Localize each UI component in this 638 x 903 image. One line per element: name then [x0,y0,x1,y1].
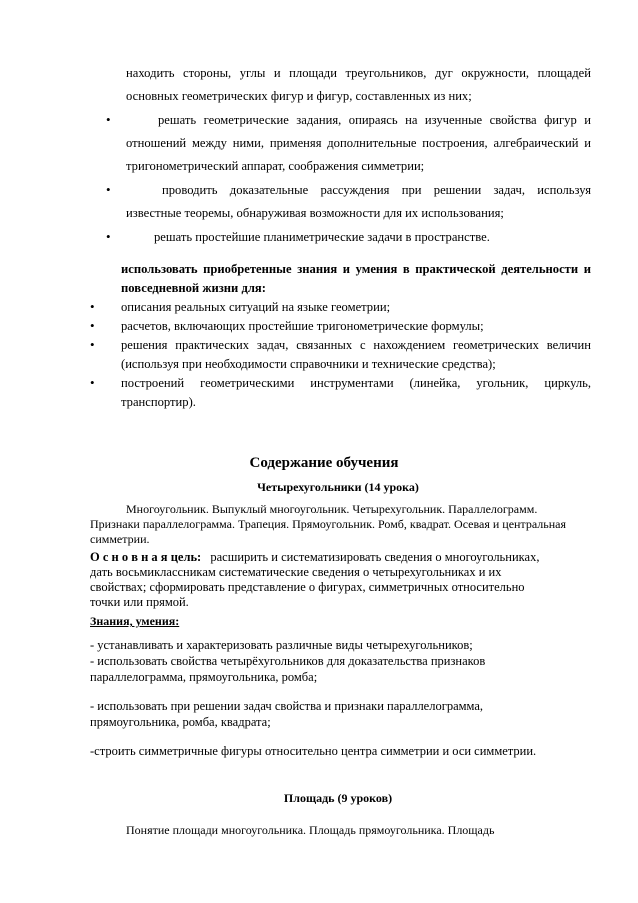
goal-text: расширить и систематизировать сведения о многоугольниках, [210,550,540,564]
skill-line: параллелограмма, прямоугольника, ромба; [90,670,318,684]
list-item-text: расчетов, включающих простейшие тригонометрические формулы; [121,319,484,333]
list-item-text: решения практических задач, связанных с нахождением геометрических величин [121,338,591,352]
paragraph-line: Многоугольник. Выпуклый многоугольник. Четырехугольник. Параллелограмм. [126,502,538,516]
paragraph-line: Признаки параллелограмма. Трапеция. Прямоугольник. Ромб, квадрат. Осевая и центральная [90,517,566,531]
bullet-icon: • [90,337,95,352]
list-item-text: построений геометрическими инструментами (линейка, угольник, циркуль, [121,376,591,390]
list-item-text: тригонометрический аппарат, соображения симметрии; [126,159,425,173]
goal-line: дать восьмиклассникам систематические сведения о четырехугольниках и их [90,565,502,579]
bullet-icon: • [106,229,111,244]
paragraph-line: симметрии. [90,532,150,546]
paragraph-line: Понятие площади многоугольника. Площадь прямоугольника. Площадь [126,823,495,837]
list-item-text: проводить доказательные рассуждения при решении задач, используя [162,183,591,197]
list-item-text: описания реальных ситуаций на языке геометрии; [121,300,391,314]
list-item-text: основных геометрических фигур и фигур, составленных из них; [126,89,472,103]
goal-line: точки или прямой. [90,595,189,609]
list-item-text: решать простейшие планиметрические задачи в пространстве. [154,230,490,244]
list-item-text: находить стороны, углы и площади треугольников, дуг окружности, площадей [126,66,591,80]
topic-heading: Площадь (9 уроков) [283,791,393,805]
section-heading: использовать приобретенные знания и умения в практической деятельности и [121,262,591,276]
skill-line: - использовать свойства четырёхугольников для доказательства признаков [90,654,486,668]
list-item-text: решать геометрические задания, опираясь на изученные свойства фигур и [158,113,591,127]
bullet-icon: • [106,182,111,197]
skill-line: - устанавливать и характеризовать различные виды четырехугольников; [90,638,473,652]
list-item-text: известные теоремы, обнаруживая возможности для их использования; [126,206,504,220]
skill-line: прямоугольника, ромба, квадрата; [90,715,271,729]
list-item-text: (используя при необходимости справочники и технические средства); [121,357,496,371]
bullet-icon: • [106,112,111,127]
list-item-text: транспортир). [121,395,196,409]
list-item-text: отношений между ними, применяя дополнительные построения, алгебраический и [126,136,591,150]
section-heading: повседневной жизни для: [121,281,266,295]
goal-line: свойствах; сформировать представление о фигурах, симметричных относительно [90,580,525,594]
skill-line: - использовать при решении задач свойства и признаки параллелограмма, [90,699,484,713]
goal-line [90,549,539,565]
bullet-icon: • [90,375,95,390]
goal-label: О с н о в н а я цель: [90,550,202,564]
skill-line: -строить симметричные фигуры относительно центра симметрии и оси симметрии. [90,744,537,758]
bullet-icon: • [90,318,95,333]
bullet-icon: • [90,299,95,314]
skills-label: Знания, умения: [90,614,180,628]
topic-heading: Четырехугольники (14 урока) [257,480,419,494]
page-title: Содержание обучения [249,455,399,471]
